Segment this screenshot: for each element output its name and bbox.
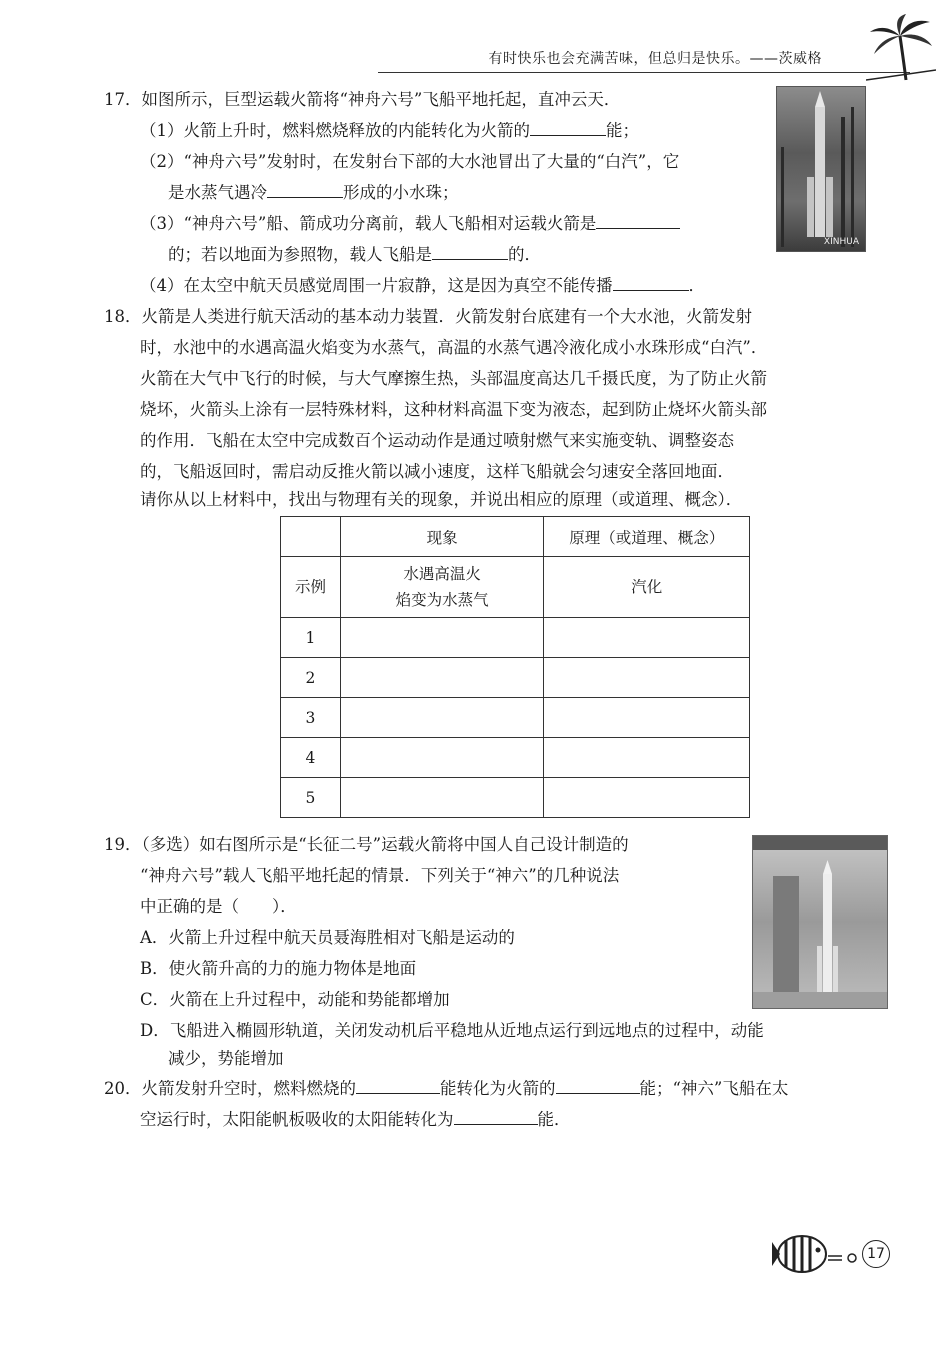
- q17-part1-end: 能；: [606, 121, 639, 140]
- page-number: 17: [862, 1240, 890, 1268]
- q17-part3-end: 的．: [508, 245, 541, 264]
- q18-line-3: 火箭在大气中飞行的时候，与大气摩擦生热，头部温度高达几千摄氏度，为了防止火箭: [140, 369, 767, 388]
- example-phenomenon-line2: 焰变为水蒸气: [395, 591, 489, 609]
- principle-answer-cell[interactable]: [544, 618, 750, 658]
- table-header-principle: 原理（或道理、概念）: [544, 517, 750, 557]
- q20-blank-1[interactable]: [356, 1075, 440, 1094]
- q17-part3-text2: 的；若以地面为参照物，载人飞船是: [168, 245, 432, 264]
- q19-line-1: 19．（多选）如右图所示是“长征二号”运载火箭将中国人自己设计制造的: [104, 835, 629, 854]
- phenomenon-answer-cell[interactable]: [340, 658, 544, 698]
- q17-blank-3[interactable]: [596, 210, 680, 229]
- q18-line-4: 烧坏，火箭头上涂有一层特殊材料，这种材料高温下变为液态，起到防止烧坏火箭头部: [140, 400, 767, 419]
- q17-part2-line1: （2）“神舟六号”发射时，在发射台下部的大水池冒出了大量的“白汽”，它: [140, 152, 680, 171]
- table-row: [281, 778, 750, 818]
- q19-option-b[interactable]: B．使火箭升高的力的施力物体是地面: [140, 959, 417, 978]
- phenomenon-answer-cell[interactable]: [340, 618, 544, 658]
- phenomenon-answer-cell[interactable]: [340, 698, 544, 738]
- q18-line-5: 的作用．飞船在太空中完成数百个运动动作是通过喷射燃气来实施变轨、调整姿态: [140, 431, 734, 450]
- palm-tree-icon: [866, 14, 936, 82]
- phenomena-table: [280, 516, 750, 818]
- q17-part2-end: 形成的小水珠；: [343, 183, 459, 202]
- principle-answer-cell[interactable]: [544, 738, 750, 778]
- q17-part1-text: （1）火箭上升时，燃料燃烧释放的内能转化为火箭的: [140, 121, 530, 140]
- q19-option-c[interactable]: C．火箭在上升过程中，动能和势能都增加: [140, 990, 450, 1009]
- q20-line-1: [104, 1073, 788, 1104]
- header-rule: [378, 72, 910, 73]
- q18-line-1: 18．火箭是人类进行航天活动的基本动力装置．火箭发射台底建有一个大水池，火箭发射: [104, 307, 752, 326]
- principle-answer-cell[interactable]: [544, 658, 750, 698]
- table-header-row: [281, 517, 750, 557]
- q17-part4-text: （4）在太空中航天员感觉周围一片寂静，这是因为真空不能传播: [140, 276, 613, 295]
- q17-blank-5[interactable]: [613, 272, 689, 291]
- principle-answer-cell[interactable]: [544, 778, 750, 818]
- table-row: [281, 618, 750, 658]
- q18-line-6: 的，飞船返回时，需启动反推火箭以减小速度，这样飞船就会匀速安全落回地面．: [140, 462, 734, 481]
- table-row: [281, 738, 750, 778]
- table-row-number: 1: [281, 618, 341, 658]
- q17-blank-2[interactable]: [267, 179, 343, 198]
- table-row-number: 5: [281, 778, 341, 818]
- table-corner-cell: [281, 517, 341, 557]
- q20-line-2: [104, 1104, 571, 1135]
- q17-part2-text: 是水蒸气遇冷: [168, 183, 267, 202]
- q19-option-d-line1[interactable]: D．飞船进入椭圆形轨道，关闭发动机后平稳地从近地点运行到远地点的过程中，动能: [140, 1021, 764, 1040]
- table-row-number: 4: [281, 738, 341, 778]
- q18-line-7: 请你从以上材料中，找出与物理有关的现象，并说出相应的原理（或道理、概念）．: [140, 490, 743, 509]
- q19-option-d-line2: 减少，势能增加: [168, 1049, 284, 1068]
- table-example-label: 示例: [281, 557, 341, 618]
- q17-part3-text: （3）“神舟六号”船、箭成功分离前，载人飞船相对运载火箭是: [140, 214, 597, 233]
- table-row-number: 2: [281, 658, 341, 698]
- table-row: [281, 658, 750, 698]
- table-row: [281, 698, 750, 738]
- q20-blank-2[interactable]: [556, 1075, 640, 1094]
- table-example-phenomenon: [340, 557, 544, 618]
- q17-part3-line2: [104, 239, 541, 270]
- q17-part3-line1: [104, 208, 680, 239]
- q20-text-c: 能；“神六”飞船在太: [639, 1079, 789, 1098]
- q17-stem: 17．如图所示，巨型运载火箭将“神舟六号”飞船平地托起，直冲云天．: [104, 90, 621, 109]
- q19-line-2: “神舟六号”载人飞船平地托起的情景．下列关于“神六”的几种说法: [140, 866, 620, 885]
- phenomenon-answer-cell[interactable]: [340, 738, 544, 778]
- rocket-launch-photo: [776, 86, 866, 252]
- example-phenomenon-line1: 水遇高温火: [403, 565, 481, 583]
- q17-part4: [104, 270, 705, 301]
- table-example-principle: 汽化: [544, 557, 750, 618]
- q20-text-d: 空运行时，太阳能帆板吸收的太阳能转化为: [140, 1110, 454, 1129]
- q20-text-b: 能转化为火箭的: [440, 1079, 556, 1098]
- q17-part2-line2: [104, 177, 459, 208]
- q17-blank-4[interactable]: [432, 241, 508, 260]
- phenomenon-answer-cell[interactable]: [340, 778, 544, 818]
- q17-part4-end: ．: [688, 276, 705, 295]
- q18-line-2: 时，水池中的水遇高温火焰变为水蒸气，高温的水蒸气遇冷液化成小水珠形成“白汽”．: [140, 338, 768, 357]
- photo-watermark: XINHUA: [823, 237, 859, 247]
- q20-text-e: 能．: [537, 1110, 571, 1129]
- table-header-phenomenon: 现象: [340, 517, 544, 557]
- q19-option-a[interactable]: A．火箭上升过程中航天员聂海胜相对飞船是运动的: [140, 928, 515, 947]
- table-row-number: 3: [281, 698, 341, 738]
- q20-blank-3[interactable]: [454, 1106, 538, 1125]
- header-quote: 有时快乐也会充满苦味，但总归是快乐。——茨威格: [488, 51, 822, 67]
- principle-answer-cell[interactable]: [544, 698, 750, 738]
- q17-blank-1[interactable]: [530, 117, 606, 136]
- q20-text-a: 20．火箭发射升空时，燃料燃烧的: [104, 1079, 356, 1098]
- q17-part1: [104, 115, 639, 146]
- long-march-rocket-photo: [752, 835, 888, 1009]
- q19-line-3: 中正确的是（ ）．: [140, 897, 297, 916]
- table-example-row: [281, 557, 750, 618]
